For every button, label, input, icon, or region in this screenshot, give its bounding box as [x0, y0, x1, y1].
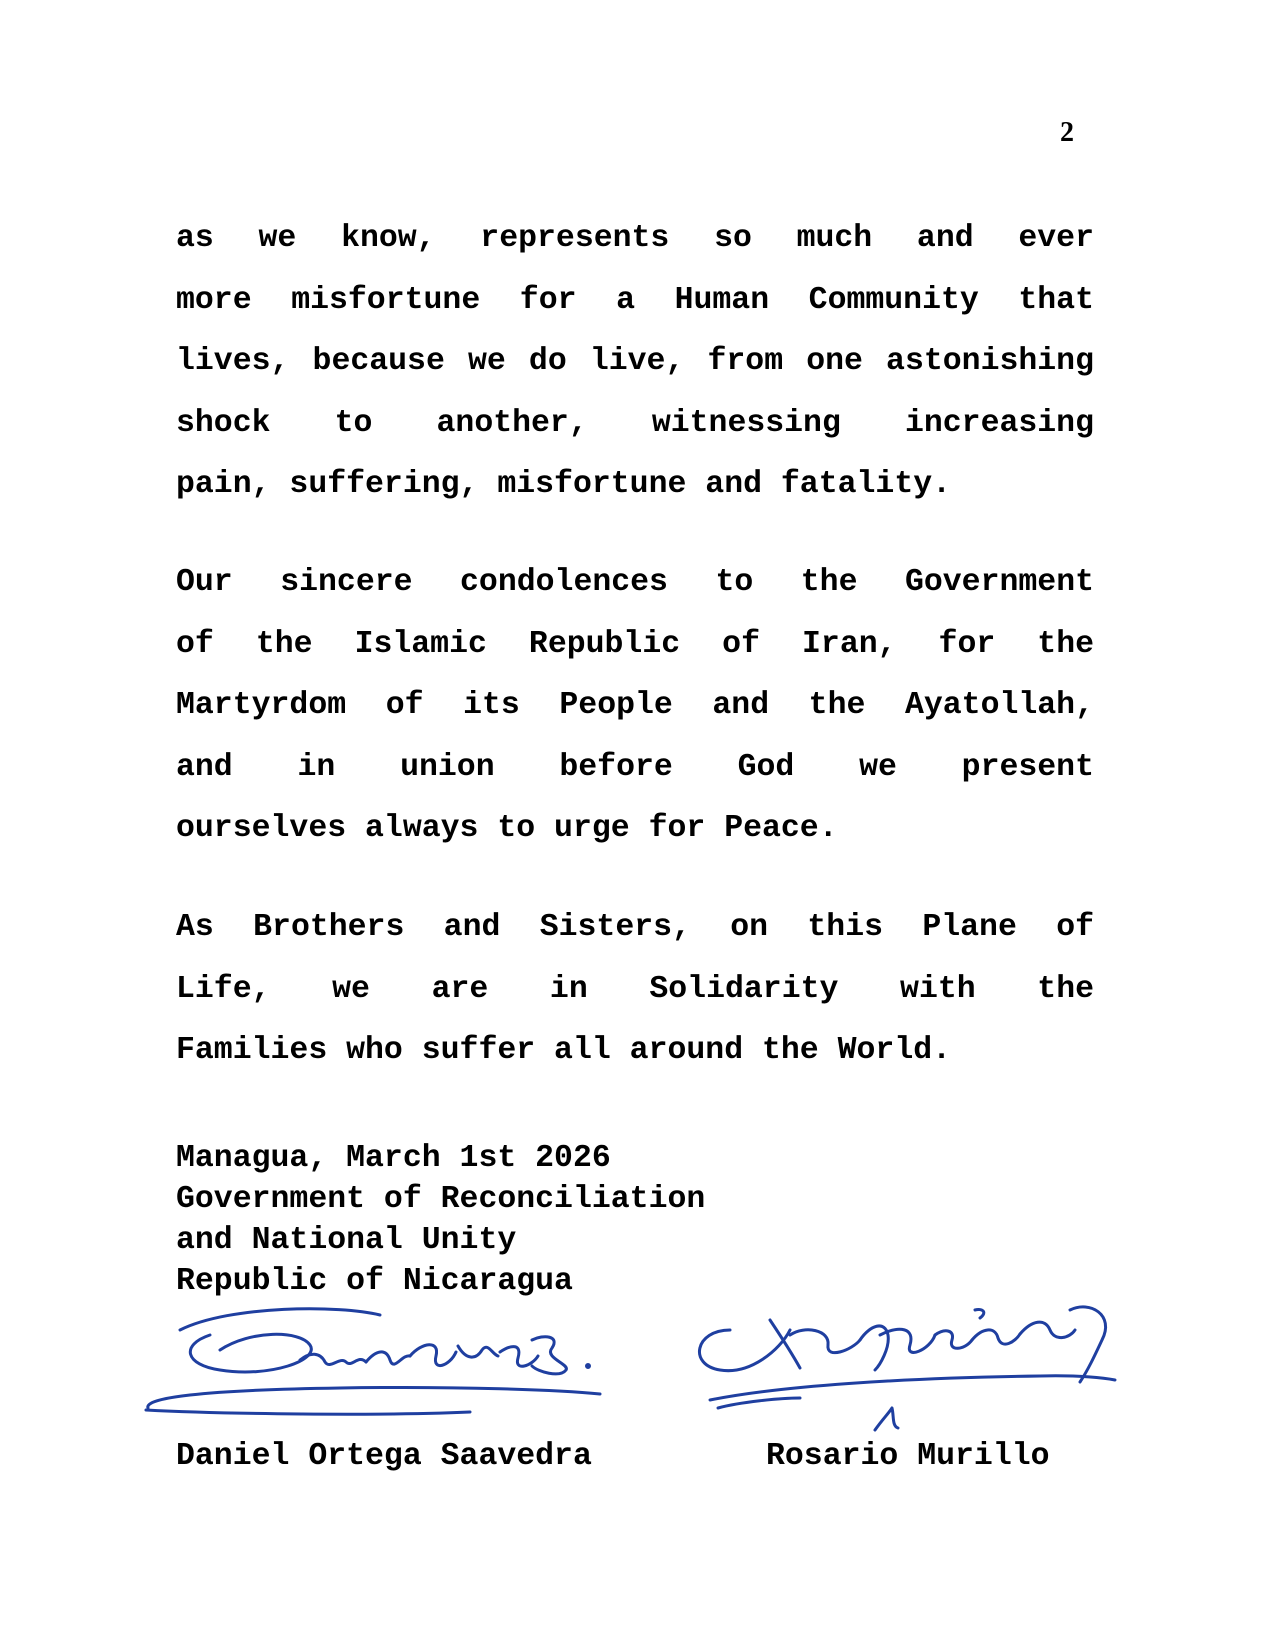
paragraph-line: pain, suffering, misfortune and fatality.: [176, 467, 952, 502]
paragraph-line: Our sincere condolences to the Government: [176, 565, 1094, 600]
government-line-1: Government of Reconciliation: [176, 1182, 706, 1217]
paragraph-line: as we know, represents so much and ever: [176, 221, 1094, 256]
paragraph-line: Martyrdom of its People and the Ayatollah,: [176, 688, 1094, 723]
paragraph-2: [176, 552, 1094, 860]
closing-block: [176, 1138, 705, 1302]
paragraph-line: and in union before God we present: [176, 749, 1094, 785]
paragraph-line: Life, we are in Solidarity with the: [176, 971, 1094, 1007]
paragraph-1: [176, 208, 1094, 516]
paragraph-line: Families who suffer all around the World.: [176, 1033, 952, 1068]
country-line: Republic of Nicaragua: [176, 1264, 573, 1299]
signatory-left-name: Daniel Ortega Saavedra: [176, 1439, 592, 1474]
signatory-right-name: Rosario Murillo: [766, 1439, 1050, 1474]
page-number: 2: [1060, 117, 1074, 148]
paragraph-line: more misfortune for a Human Community that: [176, 282, 1094, 318]
paragraph-3: [176, 897, 1094, 1082]
paragraph-line: lives, because we do live, from one astonishing: [176, 344, 1094, 379]
government-line-2: and National Unity: [176, 1223, 517, 1258]
paragraph-line: As Brothers and Sisters, on this Plane of: [176, 910, 1094, 945]
paragraph-line: of the Islamic Republic of Iran, for the: [176, 626, 1094, 662]
signature-right-handwritten: [699, 1307, 1115, 1430]
signatures: [140, 1290, 1180, 1460]
place-date: Managua, March 1st 2026: [176, 1141, 611, 1176]
signature-left-handwritten: [146, 1309, 600, 1414]
paragraph-line: shock to another, witnessing increasing: [176, 405, 1094, 441]
paragraph-line: ourselves always to urge for Peace.: [176, 811, 838, 846]
